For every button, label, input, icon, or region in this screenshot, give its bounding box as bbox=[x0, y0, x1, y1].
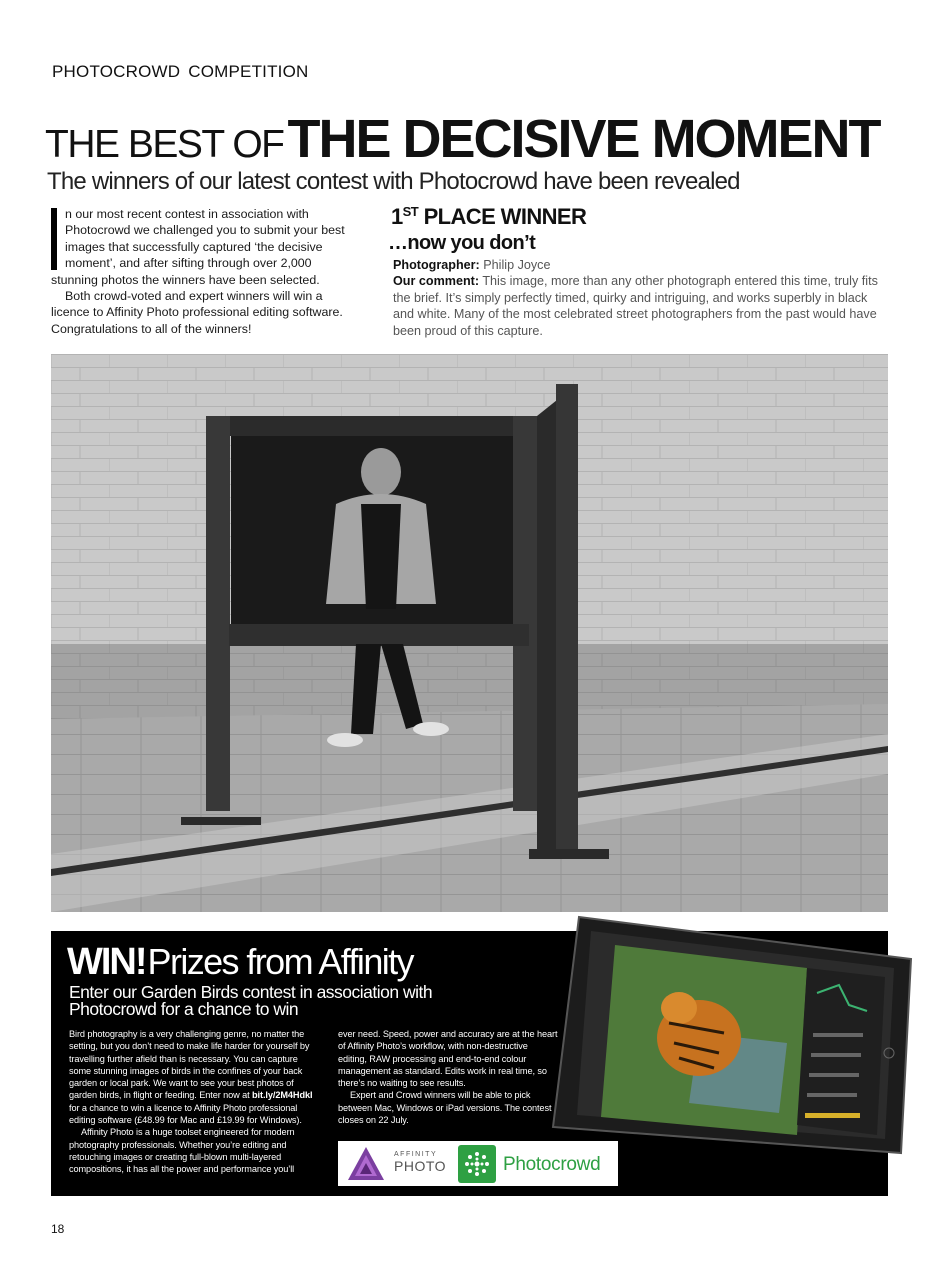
comment-label: Our comment: bbox=[393, 274, 480, 289]
winning-photo bbox=[51, 354, 888, 912]
promo-heading bbox=[67, 943, 413, 981]
page-number: 18 bbox=[51, 1222, 65, 1236]
promo-col2-paragraph-2: Expert and Crowd winners will be able to pick between Mac, Windows or iPad versions. The contest closes on 22 July. bbox=[338, 1090, 552, 1126]
promo-col2-paragraph-1: ever need. Speed, power and accuracy are at the heart of Affinity Photo’s workflow, with non-destructive editing, RAW processing and end-to-end colour management as standard. Edits work in real time, so there’s no waiting to see results. bbox=[338, 1029, 558, 1089]
section-label-competition: COMPETITION bbox=[188, 62, 309, 81]
winning-photo-image bbox=[51, 354, 888, 912]
intro-paragraph-2: Both crowd-voted and expert winners will win a licence to Affinity Photo professional editing software. Congratulations to all of the winners! bbox=[51, 289, 343, 336]
intro-text bbox=[51, 206, 361, 337]
winner-title: …now you don’t bbox=[388, 232, 536, 254]
photographer-label: Photographer: bbox=[393, 258, 480, 272]
promo-win: WIN! bbox=[67, 941, 146, 983]
promo-col1-paragraph-2: Affinity Photo is a huge toolset engineered for modern photography professionals. Whether you’re editing and retouching images or creating full-blown multi-layered compositions, it has all the power and performance you’ll bbox=[69, 1127, 295, 1175]
promo-col1-text-a: Bird photography is a very challenging genre, no matter the setting, but you don’t need to make life harder for yourself by travelling further afield than is necessary. You can capture some stunning images of birds in the confines of your back garden or local park. We want to see your best photos of garden birds, in flight or feeding. Enter now at bbox=[69, 1029, 310, 1101]
intro-paragraph-1-text: n our most recent contest in association with Photocrowd we challenged you to submit your best images that successfully captured ‘the decisive moment’, and after sifting through over 2,000 stunning photos the winners have been selected. bbox=[51, 207, 345, 287]
page-title bbox=[45, 109, 880, 169]
comment-line bbox=[393, 273, 888, 339]
tablet-tiger-image bbox=[549, 913, 915, 1155]
drop-cap-bar bbox=[51, 208, 57, 270]
affinity-wordmark-big: PHOTO bbox=[394, 1158, 447, 1174]
winner-block bbox=[388, 204, 888, 339]
comment-text: This image, more than any other photograph entered this time, truly fits the brief. It’s simply perfectly timed, quirky and intriguing, and works superbly in black and white. Many of the most celebrated street photographers from the past would have been proud of this capture. bbox=[393, 274, 878, 338]
place-suffix: ST bbox=[402, 204, 419, 219]
promo-column-2 bbox=[338, 1028, 558, 1126]
contest-link[interactable]: bit.ly/2M4HdkI bbox=[252, 1090, 313, 1101]
page-title-thin: THE BEST OF bbox=[45, 123, 284, 166]
intro-paragraph-1 bbox=[51, 206, 361, 288]
promo-prizes: Prizes from Affinity bbox=[147, 941, 413, 982]
photographer-line bbox=[393, 257, 888, 273]
affinity-photo-wordmark bbox=[394, 1151, 446, 1173]
page-title-bold: THE DECISIVE MOMENT bbox=[287, 109, 880, 169]
section-label-photocrowd: PHOTOCROWD bbox=[52, 62, 181, 81]
affinity-photo-logo-icon bbox=[346, 1145, 386, 1182]
section-label bbox=[52, 62, 309, 82]
photographer-name: Philip Joyce bbox=[483, 258, 551, 272]
photocrowd-wordmark: Photocrowd bbox=[503, 1154, 601, 1175]
promo-subheading: Enter our Garden Birds contest in association with Photocrowd for a chance to win bbox=[69, 982, 433, 1019]
winner-meta bbox=[393, 257, 888, 339]
place-number: 1 bbox=[391, 204, 403, 229]
promo-column-1 bbox=[69, 1028, 321, 1176]
standfirst: The winners of our latest contest with Photocrowd have been revealed bbox=[47, 168, 740, 195]
place-text: PLACE WINNER bbox=[423, 204, 587, 229]
winner-place bbox=[391, 204, 888, 230]
promo-col1-paragraph-1 bbox=[69, 1028, 321, 1126]
photocrowd-logo-icon bbox=[458, 1145, 496, 1183]
promo-col1-text-b: for a chance to win a licence to Affinity Photo professional editing software (£48.99 for Mac and £19.99 for Windows). bbox=[69, 1102, 302, 1126]
affinity-wordmark-small: AFFINITY bbox=[394, 1151, 438, 1158]
